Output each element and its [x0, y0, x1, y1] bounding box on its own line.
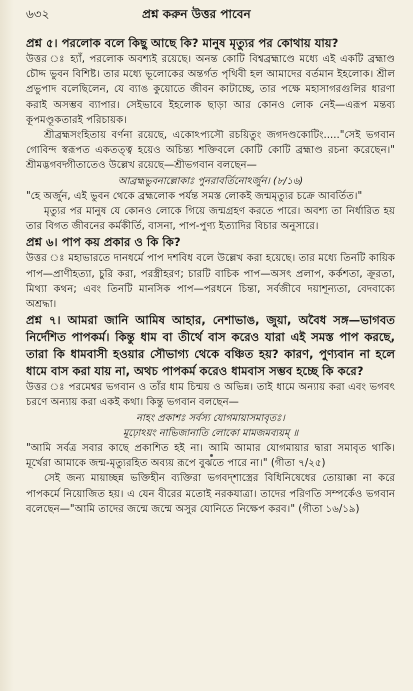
question-6: প্রশ্ন ৬। পাপ কয় প্রকার ও কি কি? [26, 235, 181, 250]
gita-verse-line-1: নাহং প্রকাশঃ সর্বস্য যোগমায়াসমাবৃতঃ। [136, 412, 285, 424]
answer-6-paragraph: উত্তর ঃ মহাভারতে দানধর্মে পাপ দশবিধ বলে উল্লেখ করা হয়েছে। তার মধ্যে তিনটি কায়িক পাপ—প্রাণীহত্যা, চুরি করা, পরস্ত্রীহরণ; চারটি বাচিক পাপ—অসৎ প্রলাপ, কর্কশতা, ক্রূরতা, মিথ্যা কথন; এবং তিনটি মানসিক পাপ—পরধনে চিন্তা, সর্বজীবে দয়াশূন্যতা, বেদবাক্যে অশ্রদ্ধা। [26, 253, 395, 311]
verse-translation-7-25: "আমি সর্বত্র সবার কাছে প্রকাশিত হই না। আমি আমার যোগমায়ার দ্বারা সমাবৃত থাকি। মূর্খেরা আমাকে জন্ম-মৃত্যুরহিত অব্যয় রূপে বুঝতে পারে না।" (গীতা ৭/২৫) [26, 443, 395, 470]
verse-translation-8-16: "হে অর্জুন, এই ভুবন থেকে ব্রহ্মলোক পর্যন্ত সমস্ত লোকই জন্মমৃত্যুর চক্রে আবর্তিত।" [26, 190, 363, 202]
gita-verse-line-2: মূঢ়োঽয়ং নাভিজানাতি লোকো মামজমব্যয়ম্ ॥ [122, 427, 299, 439]
question-7: প্রশ্ন ৭। আমরা জানি আমিষ আহার, নেশাভাঙ, জুয়া, অবৈধ সঙ্গ—ভাগবত নির্দেশিত পাপকর্ম। কিন্তু ধাম বা তীর্থে বাস করেও যারা এই সমস্ত পাপ করছে, তারা কি ধামবাসী হওয়ার সৌভাগ্য থেকে বঞ্চিত হয়? কারণ, পুণ্যবান না হলে ধামে বাস করা যায় না, অথচ পাপকর্ম করেও ধামবাস সম্ভব হচ্ছে কি করে? [26, 313, 395, 379]
question-5: প্রশ্ন ৫। পরলোক বলে কিছু আছে কি? মানুষ মৃত্যুর পর কোথায় যায়? [26, 36, 339, 50]
page-number: ৬৩২ [26, 7, 50, 21]
answer-5-paragraph-1: উত্তর ঃ হ্যাঁ, পরলোক অবশ্যই রয়েছে। অনন্ত কোটি বিশ্বব্রহ্মাণ্ডে মধ্যে এই একটি ব্রহ্মাণ্ড চৌদ্দ ভুবন বিশিষ্ট। তার মধ্যে ভূলোকের অন্তর্গত পৃথিবী হল আমাদের বর্তমান ইহলোক। শ্রীল প্রভুপাদ বলেছিলেন, যে ব্যাঙ কুয়োতে জীবন কাটাচ্ছে, তার পক্ষে মহাসাগরগুলির ধারণা করাই অসম্ভব ব্যাপার। সেইভাবে ইহলোক ছাড়া আর কোনও লোক নেই—এরূপ মন্তব্য কূপমণ্ডূকতারই পরিচায়ক। [26, 54, 395, 126]
print-dot [210, 454, 213, 457]
gita-verse-8-16: আব্রহ্মভুবনাল্লোকাঃ পুনরাবর্তিনোঽর্জুন। (৮/১৬) [117, 175, 304, 187]
answer-5-paragraph-3: মৃত্যুর পর মানুষ যে কোনও লোকে গিয়ে জন্মগ্রহণ করতে পারে। অবশ্য তা নির্ধারিত হয় তার বিগত জীবনের কর্মকীর্তি, বাসনা, পাপ-পুণ্য ইত্যাদির বিচার অনুসারে। [26, 206, 395, 233]
page-body [26, 35, 395, 517]
answer-7-paragraph-1: উত্তর ঃ পরমেশ্বর ভগবান ও তাঁর ধাম চিন্ময় ও অভিন্ন। তাই ধামে অন্যায় করা এবং ভগবৎ চরণে অন্যায় করা একই কথা। কিন্তু ভগবান বলছেন— [26, 382, 395, 409]
answer-7-paragraph-2: সেই জন্য মায়াচ্ছন্ন ভক্তিহীন ব্যক্তিরা ভগবদ্‌শাস্ত্রের বিধিনিষেধের তোয়াক্কা না করে পাপকর্মে নিয়োজিত হয়। এ যেন বীরের মতোই নরকযাত্রা। তাদের পরিণতি সম্পর্কেও ভগবান বলেছেন—"আমি তাদের জন্মে জন্মে অসুর যোনিতে নিক্ষেপ করব।" (গীতা ১৬/১৯) [26, 473, 395, 515]
running-title: প্রশ্ন করুন উত্তর পাবেন [142, 7, 251, 21]
answer-5-paragraph-2: শ্রীব্রহ্মসংহিতায় বর্ণনা রয়েছে, একোঽপ্যসৌ রচয়িতুং জগদণ্ডকোটিং....."সেই ভগবান গোবিন্দ স্বরূপত একতত্ত্ব হয়েও অচিন্ত্য শক্তিবলে কোটি কোটি ব্রহ্মাণ্ড রচনা করেছেন।" শ্রীমদ্ভগবদ্গীতাতেও উল্লেখ রয়েছে—শ্রীভগবান বলছেন— [26, 130, 395, 172]
page-header [26, 6, 395, 32]
